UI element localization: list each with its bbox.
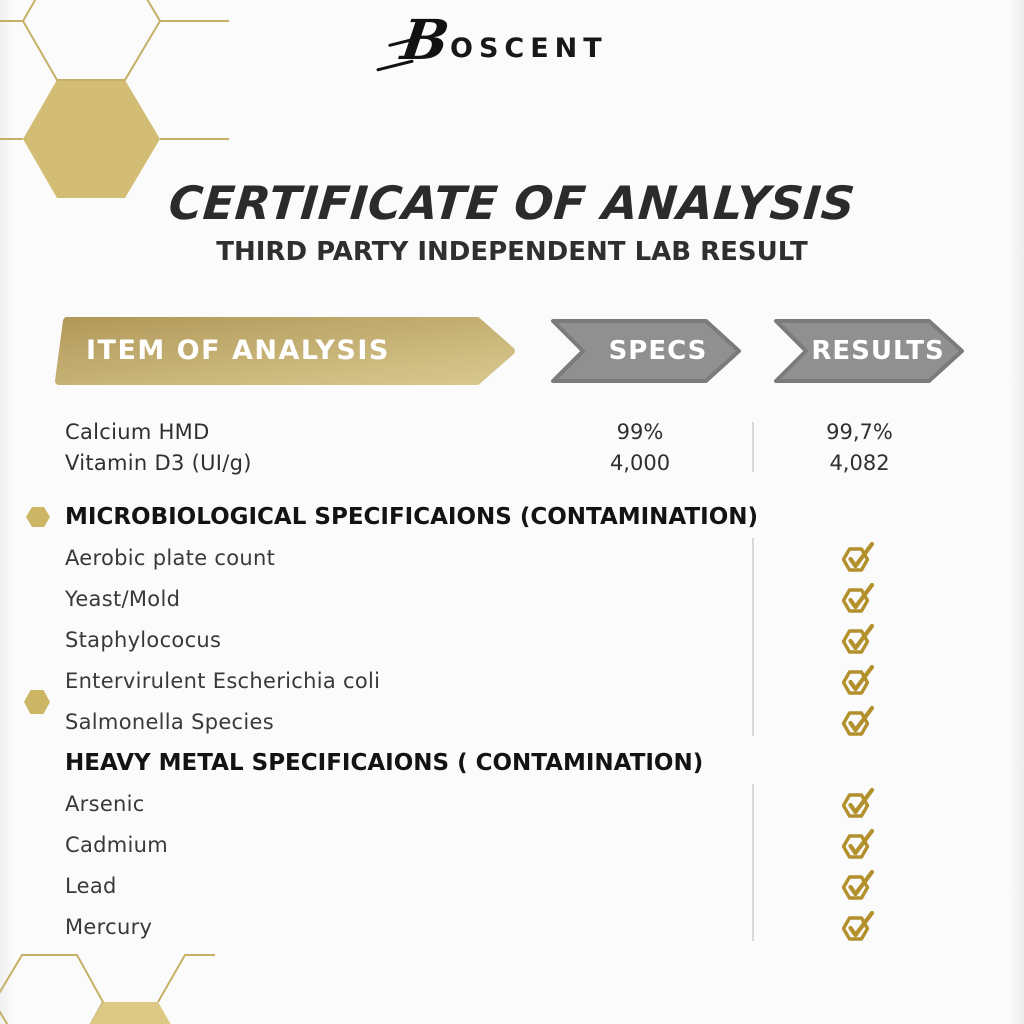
section-title: MICROBIOLOGICAL SPECIFICAIONS (CONTAMINATION) [65,504,759,530]
hex-check-icon [841,582,877,616]
section-rows [0,784,1024,947]
specification-row [0,620,1024,661]
page-title: CERTIFICATE OF ANALYSIS [166,176,858,230]
specification-sections [0,496,1024,947]
specification-row [0,784,1024,825]
assay-table [0,417,1024,479]
column-header-results: RESULTS [811,336,945,366]
specification-label: Salmonella Species [65,709,275,734]
assay-table-row [0,417,1024,448]
specification-label: Aerobic plate count [65,546,276,571]
brand-logo-initial: B [397,7,454,72]
specification-label: Staphylococus [65,627,222,652]
specification-label: Entervirulent Escherichia coli [65,668,381,693]
hex-check-icon [841,664,877,698]
specification-label: Cadmium [65,833,169,858]
specification-label: Lead [65,873,117,898]
hex-check-icon [841,705,877,739]
column-header-specs: SPECS [608,336,708,366]
assay-result-value: 4,082 [829,451,890,475]
assay-item-name: Vitamin D3 (UI/g) [65,451,252,475]
section-header [0,742,1024,784]
hex-check-icon [841,828,877,862]
section-header [0,496,1024,538]
section-title: HEAVY METAL SPECIFICAIONS ( CONTAMINATION) [65,749,704,776]
assay-spec-value: 99% [616,420,664,444]
specification-row [0,701,1024,742]
specification-row [0,866,1024,907]
honeycomb-lines [158,955,215,1002]
assay-result-value: 99,7% [826,420,893,444]
filled-hexagon [76,1002,185,1024]
assay-table-row [0,448,1024,479]
outline-hexagon [23,0,160,80]
specification-section [0,742,1024,947]
hex-check-icon [841,869,877,903]
assay-spec-value: 4,000 [609,451,671,475]
hex-check-icon [841,910,877,944]
brand-logo-text: OSCENT [450,33,608,64]
column-header-item: ITEM OF ANALYSIS [86,335,390,366]
honeycomb-bottom-left-decoration [0,940,280,1024]
specification-row [0,660,1024,701]
hexagon-bullet-icon [26,507,50,527]
specification-section [0,496,1024,742]
page-subtitle: THIRD PARTY INDEPENDENT LAB RESULT [216,237,808,267]
hex-check-icon [841,787,877,821]
hex-check-icon [841,623,877,657]
specification-row [0,906,1024,947]
specification-label: Yeast/Mold [65,587,181,612]
specification-row [0,579,1024,620]
specification-label: Arsenic [65,792,145,817]
specification-row [0,538,1024,579]
assay-item-name: Calcium HMD [65,420,210,444]
specification-label: Mercury [65,914,153,939]
hex-check-icon [841,541,877,575]
section-rows [0,538,1024,742]
outline-hexagon [0,955,103,1024]
specification-row [0,825,1024,866]
